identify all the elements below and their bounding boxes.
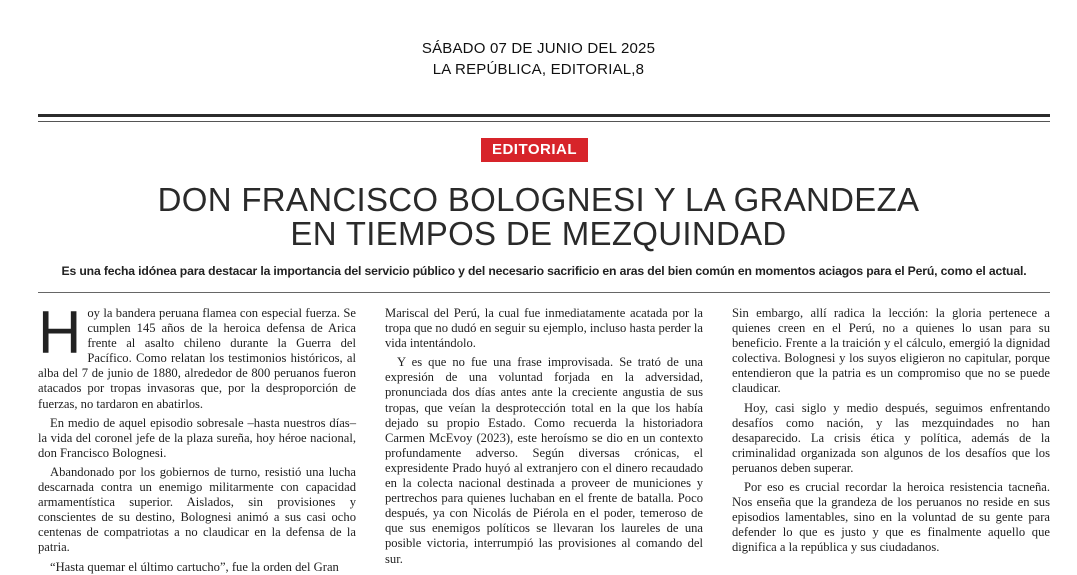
paragraph: Hoy, casi siglo y medio después, seguimos enfrentando desafíos como nación, y las mezquindades no han desaparecido. La crisis ética y política, además de la criminalidad organizada son algunos de los desafíos que los peruanos deben superar.	[732, 400, 1050, 475]
paragraph: Sin embargo, allí radica la lección: la gloria pertenece a quienes creen en el Perú, no a quienes lo usan para su beneficio. Frente a la traición y el cálculo, emergió la dignidad colectiva. Bolognesi y los suyos eligieron no capitular, porque entendieron que la patria es un compromiso que no se puede claudicar.	[732, 306, 1050, 396]
paragraph	[38, 299, 356, 412]
section-tag: EDITORIAL	[481, 138, 588, 162]
headline-line-2: EN TIEMPOS DE MEZQUINDAD	[290, 215, 787, 252]
paragraph-text: oy la bandera peruana flamea con especial fuerza. Se cumplen 145 años de la heroica defensa de Arica frente al asalto chileno durante la Guerra del Pacífico. Como relatan los testimonios históricos, al alba del 7 de junio de 1880, alrededor de 800 peruanos fueron atacados por tropas invasoras que, por la desproporción de fuerzas, no tardaron en abatirlos.	[38, 306, 356, 411]
drop-cap: H	[38, 299, 82, 366]
headline	[0, 183, 1077, 251]
paragraph: Mariscal del Perú, la cual fue inmediatamente acatada por la tropa que no dudó en seguir su ejemplo, incluso hasta perder la vida intentándolo.	[385, 306, 703, 351]
paragraph: Abandonado por los gobiernos de turno, resistió una lucha descarnada contra un enemigo militarmente con capacidad armamentística superior. Aislados, sin provisiones y conscientes de su destino, Bolognesi animó a sus casi ocho centenas de compatriotas a no claudicar en la defensa de la patria.	[38, 464, 356, 555]
paragraph: “Hasta quemar el último cartucho”, fue la orden del Gran	[50, 559, 339, 574]
deck-summary: Es una fecha idónea para destacar la importancia del servicio público y del necesario sacrificio en aras del bien común en momentos aciagos para el Perú, como el actual.	[61, 264, 1027, 278]
header-rule-thick	[38, 114, 1050, 117]
paragraph: Por eso es crucial recordar la heroica resistencia tacneña. Nos enseña que la grandeza de los peruanos no reside en sus episodios lamentables, sino en la voluntad de su gente para defender lo que es justo y que es finalmente aquello que dignifica a la república y sus ciudadanos.	[732, 480, 1050, 555]
publication-source: LA REPÚBLICA, EDITORIAL,8	[432, 61, 645, 78]
article-column-3	[732, 306, 1050, 561]
article-column-1	[38, 299, 356, 574]
headline-line-1: DON FRANCISCO BOLOGNESI Y LA GRANDEZA	[157, 181, 920, 218]
deck-rule	[38, 292, 1050, 293]
paragraph: En medio de aquel episodio sobresale –hasta nuestros días– la vida del coronel jefe de la plaza sureña, hoy héroe nacional, don Francisco Bolognesi.	[38, 415, 356, 460]
publication-date: SÁBADO 07 DE JUNIO DEL 2025	[421, 40, 656, 57]
paragraph: Y es que no fue una frase improvisada. Se trató de una expresión de una voluntad forjada en la adversidad, pronunciada dos días antes ante la creciente angustia de sus tropas, que veían la desprotección total en la que los había dejado su propio Estado. Como recuerda la historiadora Carmen McEvoy (2023), este heroísmo se dio en un contexto profundamente adverso. Según diversas crónicas, el expresidente Prado huyó al extranjero con el dinero recaudado en la colecta nacional destinada a proveer de municiones y pertrechos para quienes luchaban en el frente de batalla. Poco después, ya con Nicolás de Piérola en el poder, temeroso de que sus enemigos políticos se llevaran los laureles de una posible victoria, interrumpió las provisiones al comando del sur.	[385, 355, 703, 566]
dateline	[0, 38, 1077, 80]
header-rule-thin	[38, 121, 1050, 122]
article-column-2	[385, 306, 703, 566]
